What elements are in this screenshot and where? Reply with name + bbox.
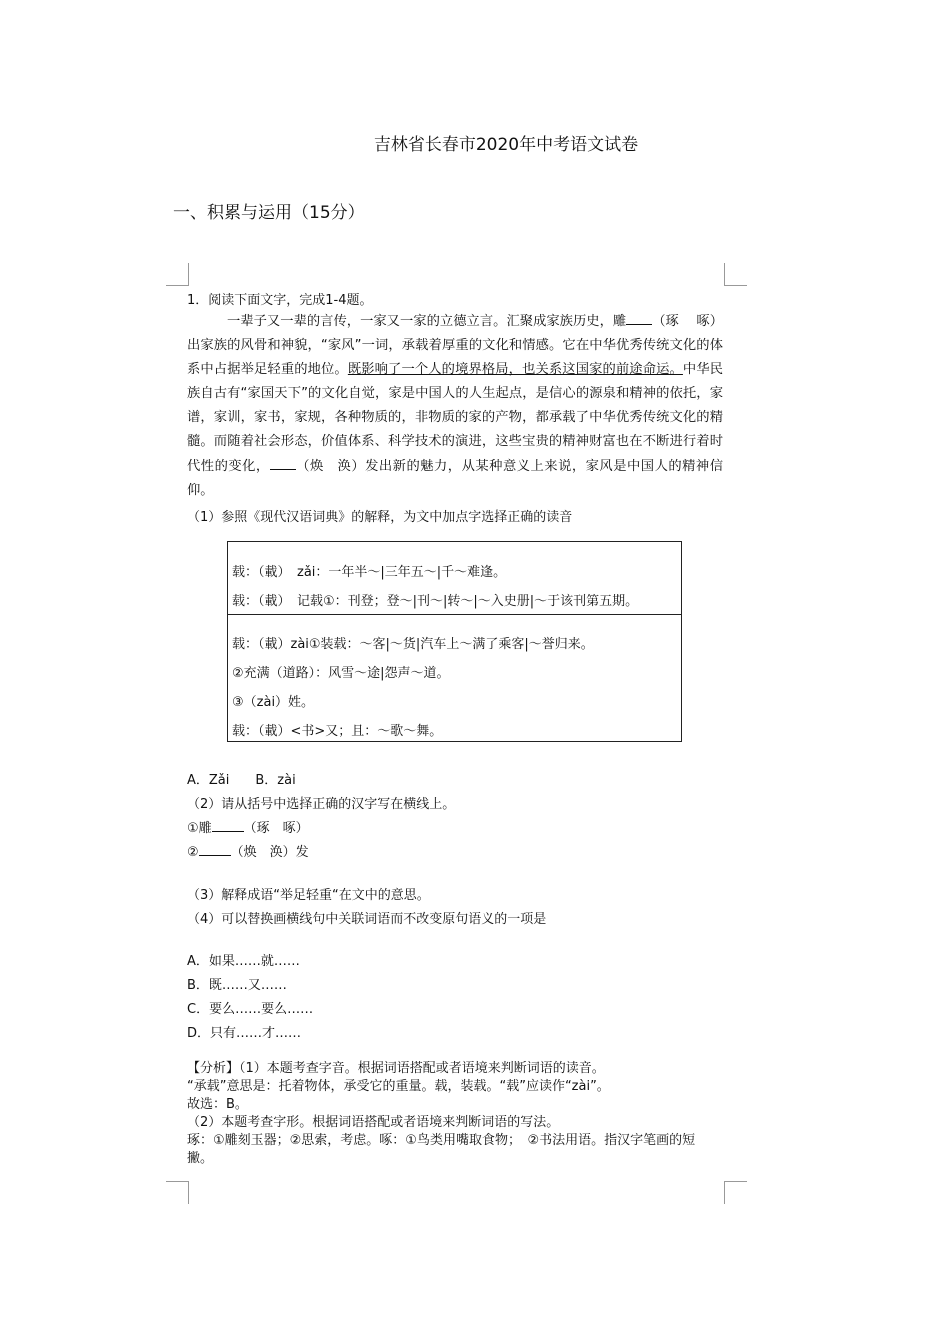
analysis-line: 撇。 [187, 1151, 214, 1166]
analysis-line: 【分析】（1）本题考查字音。根据词语搭配或者语境来判断词语的读音。 [187, 1061, 605, 1076]
option-c: C．要么……要么…… [187, 1002, 314, 1017]
page-corner-mark [166, 1181, 189, 1204]
sub-question-3: （3）解释成语“举足轻重“在文中的意思。 [187, 888, 430, 903]
dictionary-box [227, 541, 682, 742]
dict-entry: 载：（載）<书>又；且：～歌～舞。 [232, 724, 443, 739]
options-q1: A．Zǎi B．zài [187, 773, 296, 788]
analysis-line: （2）本题考查字形。根据词语搭配或者语境来判断词语的写法。 [187, 1115, 560, 1130]
passage-part-4: （焕 涣）发出新的魅力，从某种意义上来说，家风是中国人的精神信仰。 [187, 458, 723, 498]
fill-item-1-suffix: （琢 啄） [243, 821, 309, 836]
question-1-heading: 1．阅读下面文字，完成1-4题。 [187, 293, 373, 308]
analysis-line: “承载”意思是：托着物体，承受它的重量。载，装载。“载”应读作“zài”。 [187, 1079, 610, 1094]
reading-passage [187, 310, 723, 503]
fill-item-2 [187, 841, 309, 860]
section-heading: 一、积累与运用（15分） [173, 203, 365, 223]
document-title: 吉林省长春市2020年中考语文试卷 [373, 135, 639, 155]
fill-blank-1 [212, 819, 244, 832]
option-d: D．只有……才…… [187, 1026, 302, 1041]
blank-line-2 [270, 457, 296, 470]
dict-entry: ②充满（道路）：风雪～途|怨声～道。 [232, 666, 450, 681]
sub-question-2: （2）请从括号中选择正确的汉字写在横线上。 [187, 797, 456, 812]
page-corner-mark [166, 263, 189, 286]
passage-part-1: 一辈子又一辈的言传，一家又一家的立德立言。汇聚成家族历史，雕 [227, 314, 627, 329]
dict-entry: 载：（載）zài①装载：～客|～货|汽车上～满了乘客|～誉归来。 [232, 637, 594, 652]
option-b: B．既……又…… [187, 978, 287, 993]
dict-entry: 载：（載） zǎi：一年半～|三年五～|千～难逢。 [232, 565, 507, 580]
dict-entry: 载：（載） 记载①：刊登；登～|刊～|转～|～入史册|～于该刊第五期。 [232, 594, 639, 609]
fill-item-2-suffix: （焕 涣）发 [230, 845, 309, 860]
analysis-line: 琢：①雕刻玉器；②思索，考虑。啄：①鸟类用嘴取食物； ②书法用语。指汉字笔画的短 [187, 1133, 696, 1148]
analysis-line: 故选：B。 [187, 1097, 248, 1112]
passage-part-3: 中华民族自古有“家国天下”的文化自觉，家是中国人的人生起点，是信心的源泉和精神的依托，家谱，家训，家书，家规，各种物质的，非物质的家的产物，都承载了中华优秀传统文化的精髓。而随着社会形态，价值体系、科学技术的演进，这些宝贵的精神财富也在不断进行着时代性的变化， [187, 362, 724, 474]
option-a: A．如果……就…… [187, 954, 300, 969]
fill-item-2-prefix: ② [187, 845, 199, 860]
sub-question-1: （1）参照《现代汉语词典》的解释，为文中加点字选择正确的读音 [187, 510, 573, 525]
fill-item-1 [187, 817, 309, 836]
dict-entry: ③（zài）姓。 [232, 695, 315, 710]
dict-divider [228, 614, 681, 615]
fill-blank-2 [199, 843, 231, 856]
page-corner-mark [724, 1181, 747, 1204]
blank-line-1 [626, 312, 652, 325]
sub-question-4: （4）可以替换画横线句中关联词语而不改变原句语义的一项是 [187, 912, 547, 927]
page-corner-mark [724, 263, 747, 286]
underlined-sentence: 既影响了一个人的境界格局，也关系这国家的前途命运。 [347, 362, 683, 378]
passage-part-2: （琢 啄）出家族的风骨和神貌，“家风”一词，承载着厚重的文化和情感。它在中华优秀传统文化的体系中占据举足轻重的地位。 [187, 314, 723, 378]
fill-item-1-prefix: ①雕 [187, 821, 212, 836]
